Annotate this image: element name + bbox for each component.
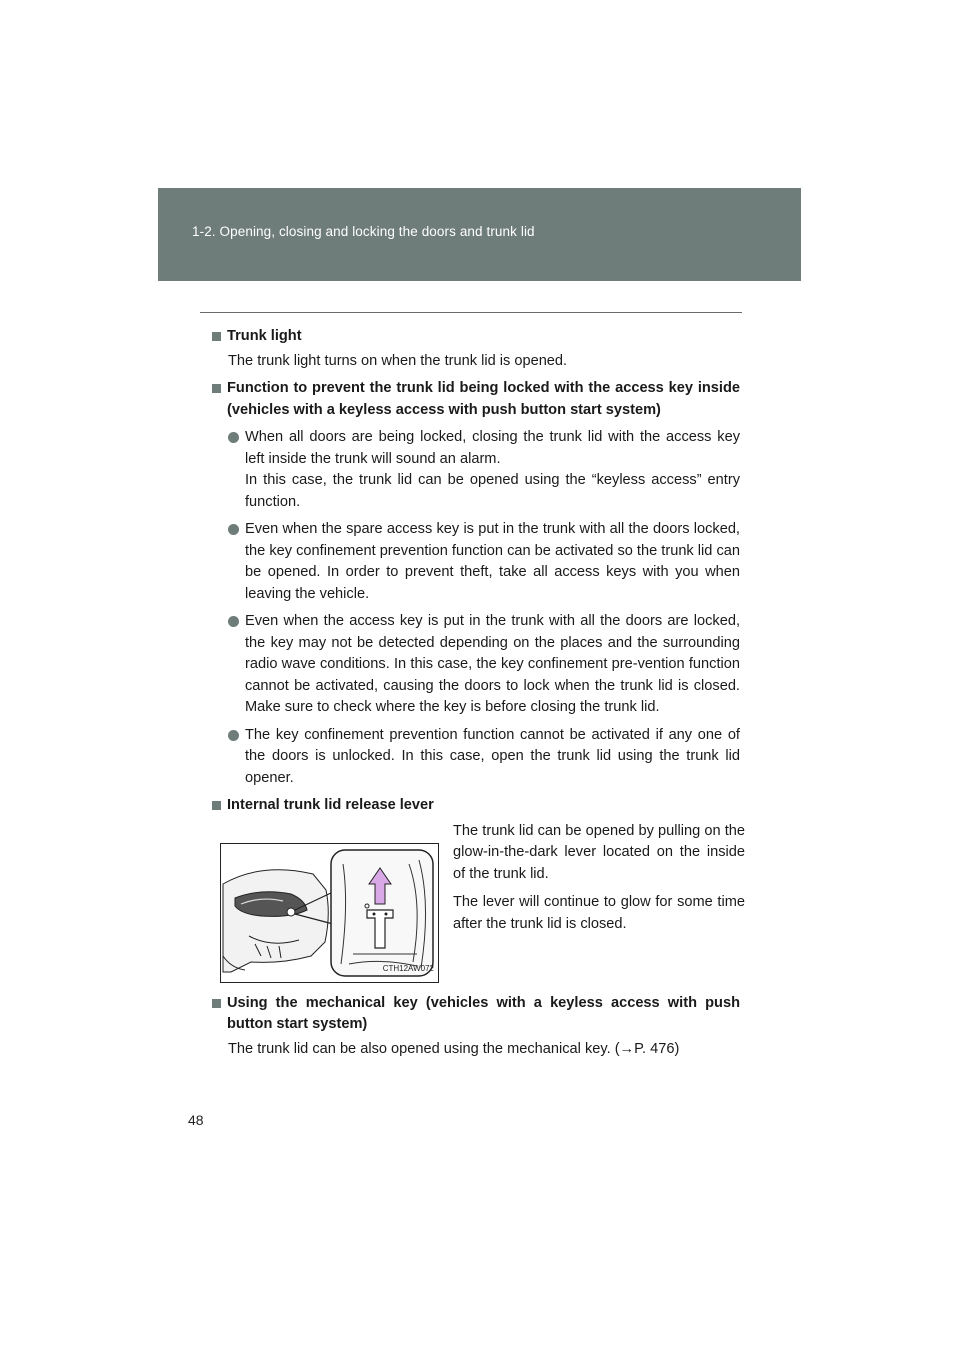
section-divider	[200, 312, 742, 313]
chapter-title: 1-2. Opening, closing and locking the doors and trunk lid	[192, 224, 535, 239]
page-content	[212, 326, 745, 1060]
bullet-text: The key confinement prevention function cannot be activated if any one of the doors is unlocked. In this case, open the trunk lid using the trunk lid opener.	[245, 726, 740, 786]
trunk-light-text: The trunk light turns on when the trunk lid is opened.	[228, 352, 568, 369]
round-bullet-icon	[228, 730, 239, 741]
trunk-lever-illustration	[220, 843, 439, 983]
square-bullet-icon	[212, 801, 221, 810]
round-bullet-icon	[228, 432, 239, 443]
bullet-text: Even when the access key is put in the trunk with all the doors are locked, the key may not be detected depending on the places and the surrounding radio wave conditions. In this case, the key confinement pre-vention function cannot be activated, causing the doors to lock when the trunk lid is closed. Make sure to check where the key is before closing the trunk lid.	[245, 613, 740, 715]
square-bullet-icon	[212, 332, 221, 341]
release-lever-description	[453, 821, 745, 943]
section-heading-trunk-light: Trunk light	[212, 326, 740, 348]
list-item	[228, 427, 740, 513]
list-item	[228, 725, 740, 790]
section-heading-mechanical-key: Using the mechanical key (vehicles with a keyless access with push button start system)	[212, 993, 740, 1036]
release-lever-figure-row	[212, 821, 745, 973]
page-number: 48	[188, 1112, 204, 1128]
list-item	[228, 519, 740, 605]
release-lever-text: The trunk lid can be opened by pulling on the glow-in-the-dark lever located on the inside of the trunk lid.	[453, 822, 745, 882]
bullet-text-continued: In this case, the trunk lid can be opened using the “keyless access” entry function.	[245, 472, 740, 510]
round-bullet-icon	[228, 616, 239, 627]
bullet-text: Even when the spare access key is put in the trunk with all the doors locked, the key confinement prevention function can be activated so the trunk lid can be opened. In order to prevent theft, take all access keys with you when leaving the vehicle.	[245, 521, 740, 602]
square-bullet-icon	[212, 999, 221, 1008]
list-item	[228, 611, 740, 719]
square-bullet-icon	[212, 384, 221, 393]
figure-code: CTH12AW072	[382, 964, 434, 973]
section-heading-release-lever: Internal trunk lid release lever	[212, 795, 740, 817]
mechanical-key-text: The trunk lid can be also opened using the mechanical key. (→P. 476)	[228, 1040, 680, 1057]
round-bullet-icon	[228, 524, 239, 535]
section-heading-keyless: Function to prevent the trunk lid being locked with the access key inside (vehicles with a keyless access with push button start system)	[212, 378, 740, 421]
chapter-header	[158, 188, 801, 281]
release-lever-glow-text: The lever will continue to glow for some time after the trunk lid is closed.	[453, 894, 745, 932]
bullet-text: When all doors are being locked, closing the trunk lid with the access key left inside the trunk will sound an alarm.	[245, 429, 740, 467]
